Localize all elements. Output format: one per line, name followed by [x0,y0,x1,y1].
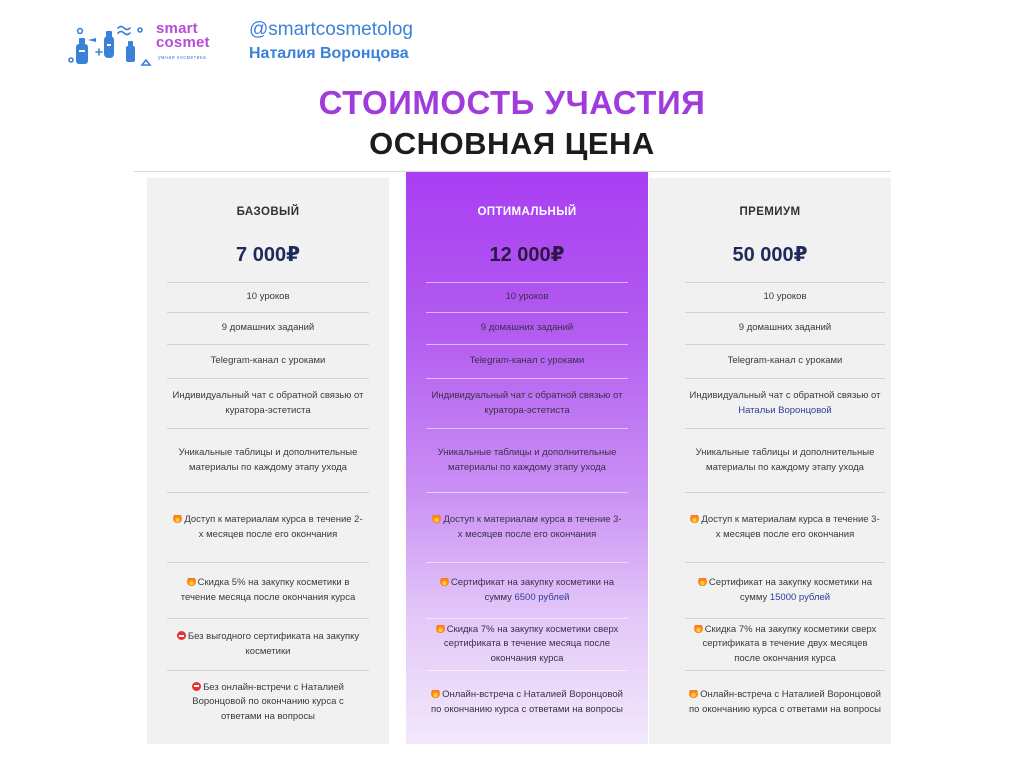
feature-text: Онлайн-встреча с Наталией Воронцовой по окончанию курса с ответами на вопросы [431,689,623,715]
fire-icon [173,513,182,523]
brand-wordmark [156,22,210,50]
feature-row [426,428,628,492]
author-name: Наталия Воронцова [249,45,409,62]
brand-tagline: умная косметика [158,55,207,61]
feature-text: Доступ к материалам курса в течение 3-х месяцев после его окончания [430,513,624,542]
feature-text: Индивидуальный чат с обратной связью от Натальи Воронцовой [689,390,881,416]
plan-price: 7 000₽ [236,244,300,266]
feature-text: Telegram-канал с уроками [210,355,326,367]
feature-highlight: Натальи Воронцовой [738,404,832,416]
feature-text: 9 домашних заданий [221,322,315,334]
feature-row [426,618,628,670]
page-subtitle: ОСНОВНАЯ ЦЕНА [369,126,655,161]
feature-row [167,670,369,734]
feature-row [426,312,628,344]
feature-row [167,282,369,312]
feature-row [685,670,885,734]
feature-row [167,618,369,670]
feature-text: Доступ к материалам курса в течение 3-х месяцев после его окончания [689,513,881,542]
plan-name: БАЗОВЫЙ [236,206,300,218]
no-entry-icon [192,682,201,691]
feature-text: 10 уроков [763,291,807,303]
brand-logo [66,18,238,70]
feature-text: Сертификат на закупку косметики на сумму 15000 рублей [689,576,881,605]
feature-text: Доступ к материалам курса в течение 2-х месяцев после его окончания [171,513,365,542]
feature-text: 9 домашних заданий [738,322,832,334]
feature-text: Индивидуальный чат с обратной связью от куратора-эстетиста [431,390,623,416]
plan-name: ОПТИМАЛЬНЫЙ [477,206,577,218]
feature-row [167,428,369,492]
fire-icon [431,688,440,698]
feature-text: 10 уроков [246,291,290,303]
feature-row [167,344,369,378]
feature-row [685,562,885,618]
fire-icon [698,576,707,586]
instagram-handle: @smartcosmetolog [249,19,413,40]
feature-text: Онлайн-встреча с Наталией Воронцовой по окончанию курса с ответами на вопросы [689,689,881,715]
feature-text: Скидка 7% на закупку косметики сверх сертификата в течение месяца после окончания курса [430,623,624,667]
plan-card-basic [147,178,389,744]
feature-text: Скидка 7% на закупку косметики сверх сертификата в течение двух месяцев после окончания курса [689,623,881,667]
feature-text: Telegram-канал с уроками [727,355,843,367]
feature-row [426,344,628,378]
fire-icon [689,688,698,698]
plan-price: 50 000₽ [732,244,808,266]
feature-text: 10 уроков [505,291,549,303]
feature-text: Без выгодного сертификата на закупку косметики [171,630,365,659]
feature-row [167,378,369,428]
feature-row [426,492,628,562]
feature-text: Без онлайн-встречи с Наталией Воронцовой по окончанию курса с ответами на вопросы [192,681,344,722]
plan-card-premium [649,178,891,744]
feature-row [167,492,369,562]
feature-text: Уникальные таблицы и дополнительные материалы по каждому этапу ухода [178,447,358,473]
fire-icon [690,513,699,523]
feature-row [426,282,628,312]
fire-icon [187,576,196,586]
plan-card-optimal [406,172,648,744]
fire-icon [440,576,449,586]
feature-row [426,562,628,618]
feature-text: Telegram-канал с уроками [469,355,585,367]
feature-text: Индивидуальный чат с обратной связью от куратора-эстетиста [172,390,364,416]
feature-row [685,282,885,312]
brand-line-2: cosmet [156,34,210,51]
feature-row [685,378,885,428]
feature-row [167,562,369,618]
feature-row [426,378,628,428]
fire-icon [432,513,441,523]
feature-text: Сертификат на закупку косметики на сумму 6500 рублей [430,576,624,605]
feature-text: Уникальные таблицы и дополнительные материалы по каждому этапу ухода [437,447,617,473]
page-title: СТОИМОСТЬ УЧАСТИЯ [318,84,706,121]
feature-row [685,618,885,670]
feature-row [685,344,885,378]
feature-row [426,670,628,734]
fire-icon [694,623,703,633]
feature-text: Скидка 5% на закупку косметики в течение месяца после окончания курса [180,577,356,603]
fire-icon [436,623,445,633]
brand-line-1: smart [156,20,198,37]
plan-price: 12 000₽ [489,244,565,266]
no-entry-icon [177,631,186,640]
feature-text: 9 домашних заданий [480,322,574,334]
feature-row [685,312,885,344]
feature-text: Уникальные таблицы и дополнительные материалы по каждому этапу ухода [695,447,875,473]
plan-name: ПРЕМИУМ [739,206,801,218]
feature-row [685,492,885,562]
cosmetics-icon [66,22,154,68]
feature-highlight: 15000 рублей [769,591,831,603]
feature-highlight: 6500 рублей [514,591,570,603]
feature-row [167,312,369,344]
feature-row [685,428,885,492]
